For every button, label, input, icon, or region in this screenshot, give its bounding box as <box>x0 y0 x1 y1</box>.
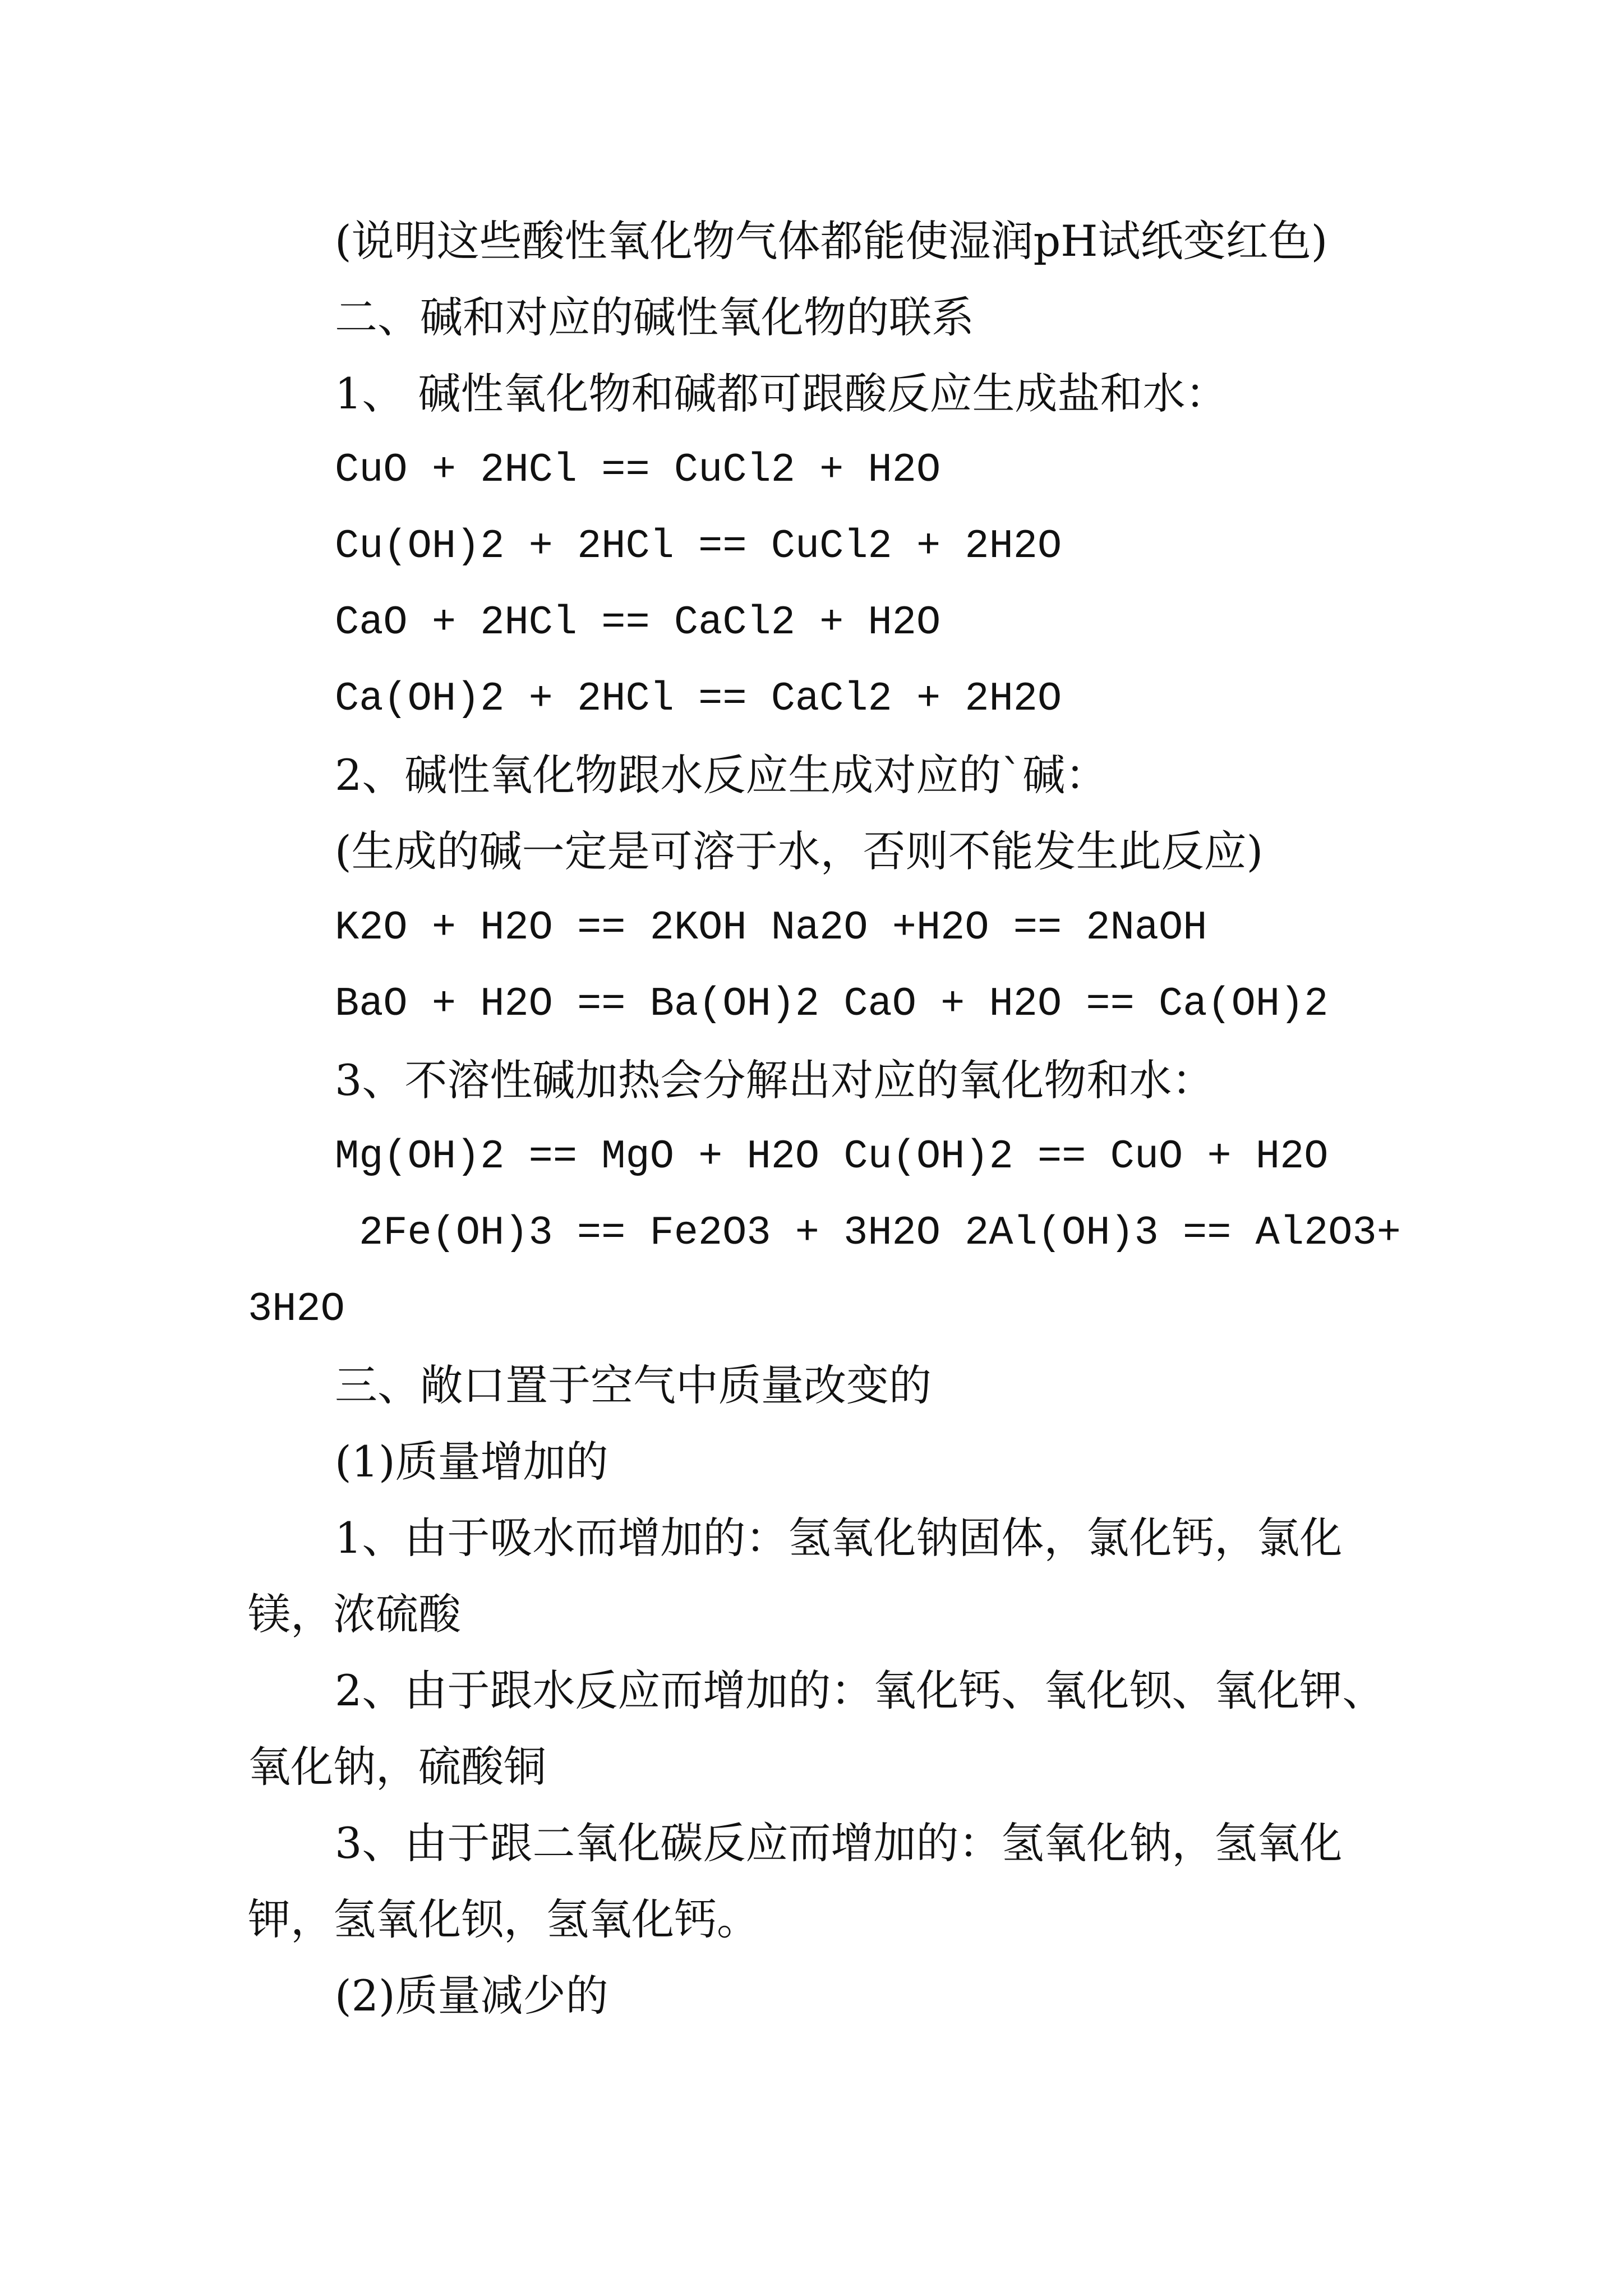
formula-line: CaO + 2HCl == CaCl2 + H2O <box>335 600 941 646</box>
text-line: 3、不溶性碱加热会分解出对应的氧化物和水： <box>335 1055 1215 1105</box>
section-heading: 三、敞口置于空气中质量改变的 <box>335 1360 932 1410</box>
formula-line: 2Fe(OH)3 == Fe2O3 + 3H2O 2Al(OH)3 == Al2O3+ <box>359 1210 1401 1256</box>
formula-line: 3H2O <box>248 1286 345 1332</box>
text-line: 氧化钠，硫酸铜 <box>248 1742 546 1792</box>
formula-line: K2O + H2O == 2KOH Na2O +H2O == 2NaOH <box>335 905 1207 951</box>
formula-line: Mg(OH)2 == MgO + H2O Cu(OH)2 == CuO + H2O <box>335 1134 1329 1180</box>
text-line: 2、由于跟水反应而增加的：氧化钙、氧化钡、氧化钾、 <box>335 1665 1385 1715</box>
formula-line: Cu(OH)2 + 2HCl == CuCl2 + 2H2O <box>335 523 1062 569</box>
text-line: 镁，浓硫酸 <box>248 1589 461 1639</box>
text-line: 3、由于跟二氧化碳反应而增加的：氢氧化钠，氢氧化 <box>335 1818 1343 1868</box>
text-line: 钾，氢氧化钡，氢氧化钙。 <box>248 1894 759 1944</box>
formula-line: CuO + 2HCl == CuCl2 + H2O <box>335 447 941 493</box>
section-heading: 二、碱和对应的碱性氧化物的联系 <box>335 292 974 342</box>
text-line: 1、 碱性氧化物和碱都可跟酸反应生成盐和水： <box>335 369 1228 418</box>
text-line: 1、由于吸水而增加的：氢氧化钠固体，氯化钙，氯化 <box>335 1513 1343 1563</box>
subheading: (1)质量增加的 <box>335 1437 608 1487</box>
formula-line: BaO + H2O == Ba(OH)2 CaO + H2O == Ca(OH)2 <box>335 981 1329 1027</box>
formula-line: Ca(OH)2 + 2HCl == CaCl2 + 2H2O <box>335 676 1062 722</box>
text-line: 2、碱性氧化物跟水反应生成对应的`碱： <box>335 750 1108 800</box>
text-line: (说明这些酸性氧化物气体都能使湿润pH试纸变红色) <box>335 216 1328 266</box>
text-line: (生成的碱一定是可溶于水，否则不能发生此反应) <box>335 826 1264 876</box>
subheading: (2)质量减少的 <box>335 1971 608 2021</box>
